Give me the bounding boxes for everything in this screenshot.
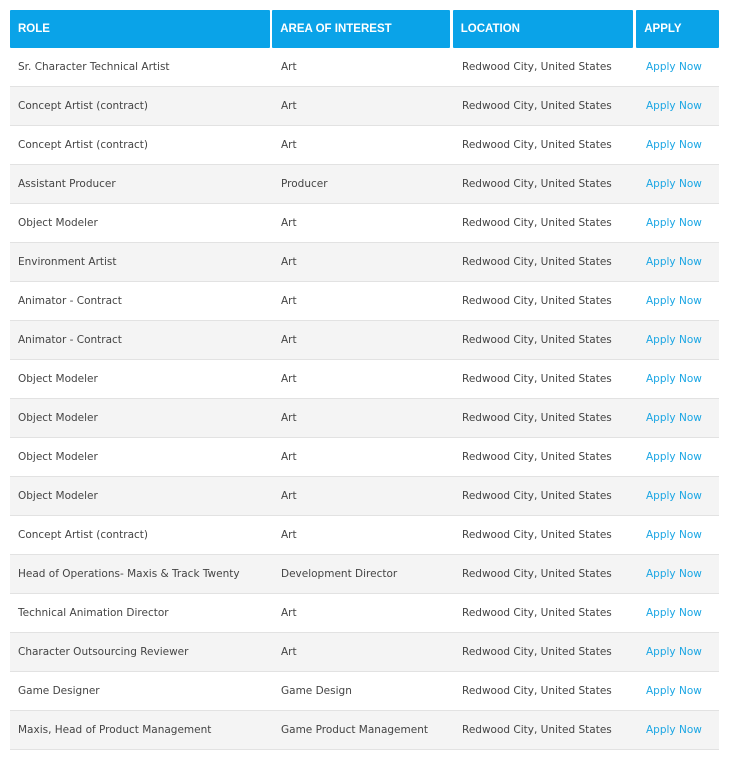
header-area-of-interest bbox=[272, 10, 450, 48]
table-row bbox=[10, 672, 719, 711]
header-area-label: AREA OF INTEREST bbox=[280, 23, 392, 35]
table-row bbox=[10, 555, 719, 594]
area-cell: Development Director bbox=[281, 568, 398, 580]
table-header bbox=[10, 10, 719, 48]
role-cell: Maxis, Head of Product Management bbox=[18, 724, 212, 736]
area-cell: Art bbox=[281, 451, 297, 463]
location-cell: Redwood City, United States bbox=[462, 100, 612, 112]
location-cell: Redwood City, United States bbox=[462, 568, 612, 580]
location-cell: Redwood City, United States bbox=[462, 646, 612, 658]
location-cell: Redwood City, United States bbox=[462, 490, 612, 502]
location-cell: Redwood City, United States bbox=[462, 256, 612, 268]
apply-cell bbox=[638, 646, 719, 658]
area-cell: Game Design bbox=[281, 685, 352, 697]
table-row bbox=[10, 126, 719, 165]
apply-now-link[interactable]: Apply Now bbox=[646, 334, 702, 346]
location-cell: Redwood City, United States bbox=[462, 412, 612, 424]
apply-now-link[interactable]: Apply Now bbox=[646, 100, 702, 112]
role-cell: Technical Animation Director bbox=[18, 607, 169, 619]
table-row bbox=[10, 438, 719, 477]
area-cell: Art bbox=[281, 139, 297, 151]
apply-now-link[interactable]: Apply Now bbox=[646, 607, 702, 619]
table-row bbox=[10, 516, 719, 555]
role-cell: Object Modeler bbox=[18, 490, 98, 502]
apply-cell bbox=[638, 139, 719, 151]
header-location bbox=[453, 10, 633, 48]
apply-now-link[interactable]: Apply Now bbox=[646, 646, 702, 658]
role-cell: Object Modeler bbox=[18, 217, 98, 229]
table-row bbox=[10, 48, 719, 87]
area-cell: Producer bbox=[281, 178, 328, 190]
table-row bbox=[10, 87, 719, 126]
apply-now-link[interactable]: Apply Now bbox=[646, 529, 702, 541]
apply-cell bbox=[638, 490, 719, 502]
location-cell: Redwood City, United States bbox=[462, 217, 612, 229]
apply-cell bbox=[638, 607, 719, 619]
apply-now-link[interactable]: Apply Now bbox=[646, 724, 702, 736]
area-cell: Art bbox=[281, 373, 297, 385]
apply-cell bbox=[638, 412, 719, 424]
jobs-table bbox=[10, 10, 719, 750]
area-cell: Art bbox=[281, 295, 297, 307]
table-row bbox=[10, 633, 719, 672]
apply-now-link[interactable]: Apply Now bbox=[646, 178, 702, 190]
table-row bbox=[10, 282, 719, 321]
apply-now-link[interactable]: Apply Now bbox=[646, 256, 702, 268]
location-cell: Redwood City, United States bbox=[462, 529, 612, 541]
location-cell: Redwood City, United States bbox=[462, 724, 612, 736]
role-cell: Concept Artist (contract) bbox=[18, 529, 149, 541]
apply-cell bbox=[638, 178, 719, 190]
location-cell: Redwood City, United States bbox=[462, 139, 612, 151]
role-cell: Game Designer bbox=[18, 685, 100, 697]
location-cell: Redwood City, United States bbox=[462, 373, 612, 385]
apply-now-link[interactable]: Apply Now bbox=[646, 451, 702, 463]
role-cell: Concept Artist (contract) bbox=[18, 139, 149, 151]
location-cell: Redwood City, United States bbox=[462, 451, 612, 463]
role-cell: Object Modeler bbox=[18, 373, 98, 385]
table-body bbox=[10, 48, 719, 750]
apply-cell bbox=[638, 217, 719, 229]
area-cell: Art bbox=[281, 100, 297, 112]
header-role-label: ROLE bbox=[18, 23, 50, 35]
area-cell: Art bbox=[281, 607, 297, 619]
header-apply-label: APPLY bbox=[644, 23, 682, 35]
role-cell: Animator - Contract bbox=[18, 295, 122, 307]
table-row bbox=[10, 711, 719, 750]
header-role bbox=[10, 10, 270, 48]
location-cell: Redwood City, United States bbox=[462, 178, 612, 190]
table-row bbox=[10, 321, 719, 360]
area-cell: Art bbox=[281, 490, 297, 502]
table-row bbox=[10, 594, 719, 633]
table-row bbox=[10, 360, 719, 399]
apply-now-link[interactable]: Apply Now bbox=[646, 217, 702, 229]
location-cell: Redwood City, United States bbox=[462, 334, 612, 346]
apply-cell bbox=[638, 568, 719, 580]
role-cell: Character Outsourcing Reviewer bbox=[18, 646, 189, 658]
apply-cell bbox=[638, 529, 719, 541]
apply-cell bbox=[638, 373, 719, 385]
area-cell: Art bbox=[281, 334, 297, 346]
apply-now-link[interactable]: Apply Now bbox=[646, 412, 702, 424]
area-cell: Art bbox=[281, 529, 297, 541]
apply-now-link[interactable]: Apply Now bbox=[646, 568, 702, 580]
role-cell: Sr. Character Technical Artist bbox=[18, 61, 170, 73]
area-cell: Art bbox=[281, 256, 297, 268]
apply-now-link[interactable]: Apply Now bbox=[646, 139, 702, 151]
table-row bbox=[10, 204, 719, 243]
role-cell: Object Modeler bbox=[18, 451, 98, 463]
area-cell: Art bbox=[281, 217, 297, 229]
apply-cell bbox=[638, 685, 719, 697]
apply-now-link[interactable]: Apply Now bbox=[646, 490, 702, 502]
role-cell: Object Modeler bbox=[18, 412, 98, 424]
apply-now-link[interactable]: Apply Now bbox=[646, 61, 702, 73]
header-location-label: LOCATION bbox=[460, 23, 520, 35]
apply-cell bbox=[638, 295, 719, 307]
apply-cell bbox=[638, 724, 719, 736]
apply-cell bbox=[638, 61, 719, 73]
role-cell: Animator - Contract bbox=[18, 334, 122, 346]
table-row bbox=[10, 399, 719, 438]
apply-now-link[interactable]: Apply Now bbox=[646, 295, 702, 307]
apply-cell bbox=[638, 100, 719, 112]
area-cell: Art bbox=[281, 412, 297, 424]
apply-cell bbox=[638, 256, 719, 268]
area-cell: Game Product Management bbox=[281, 724, 428, 736]
apply-now-link[interactable]: Apply Now bbox=[646, 685, 702, 697]
area-cell: Art bbox=[281, 646, 297, 658]
role-cell: Head of Operations- Maxis & Track Twenty bbox=[18, 568, 240, 580]
apply-cell bbox=[638, 451, 719, 463]
area-cell: Art bbox=[281, 61, 297, 73]
apply-cell bbox=[638, 334, 719, 346]
table-row bbox=[10, 165, 719, 204]
role-cell: Environment Artist bbox=[18, 256, 117, 268]
location-cell: Redwood City, United States bbox=[462, 295, 612, 307]
location-cell: Redwood City, United States bbox=[462, 607, 612, 619]
role-cell: Concept Artist (contract) bbox=[18, 100, 149, 112]
apply-now-link[interactable]: Apply Now bbox=[646, 373, 702, 385]
location-cell: Redwood City, United States bbox=[462, 61, 612, 73]
header-apply bbox=[636, 10, 719, 48]
table-row bbox=[10, 477, 719, 516]
location-cell: Redwood City, United States bbox=[462, 685, 612, 697]
role-cell: Assistant Producer bbox=[18, 178, 116, 190]
table-row bbox=[10, 243, 719, 282]
